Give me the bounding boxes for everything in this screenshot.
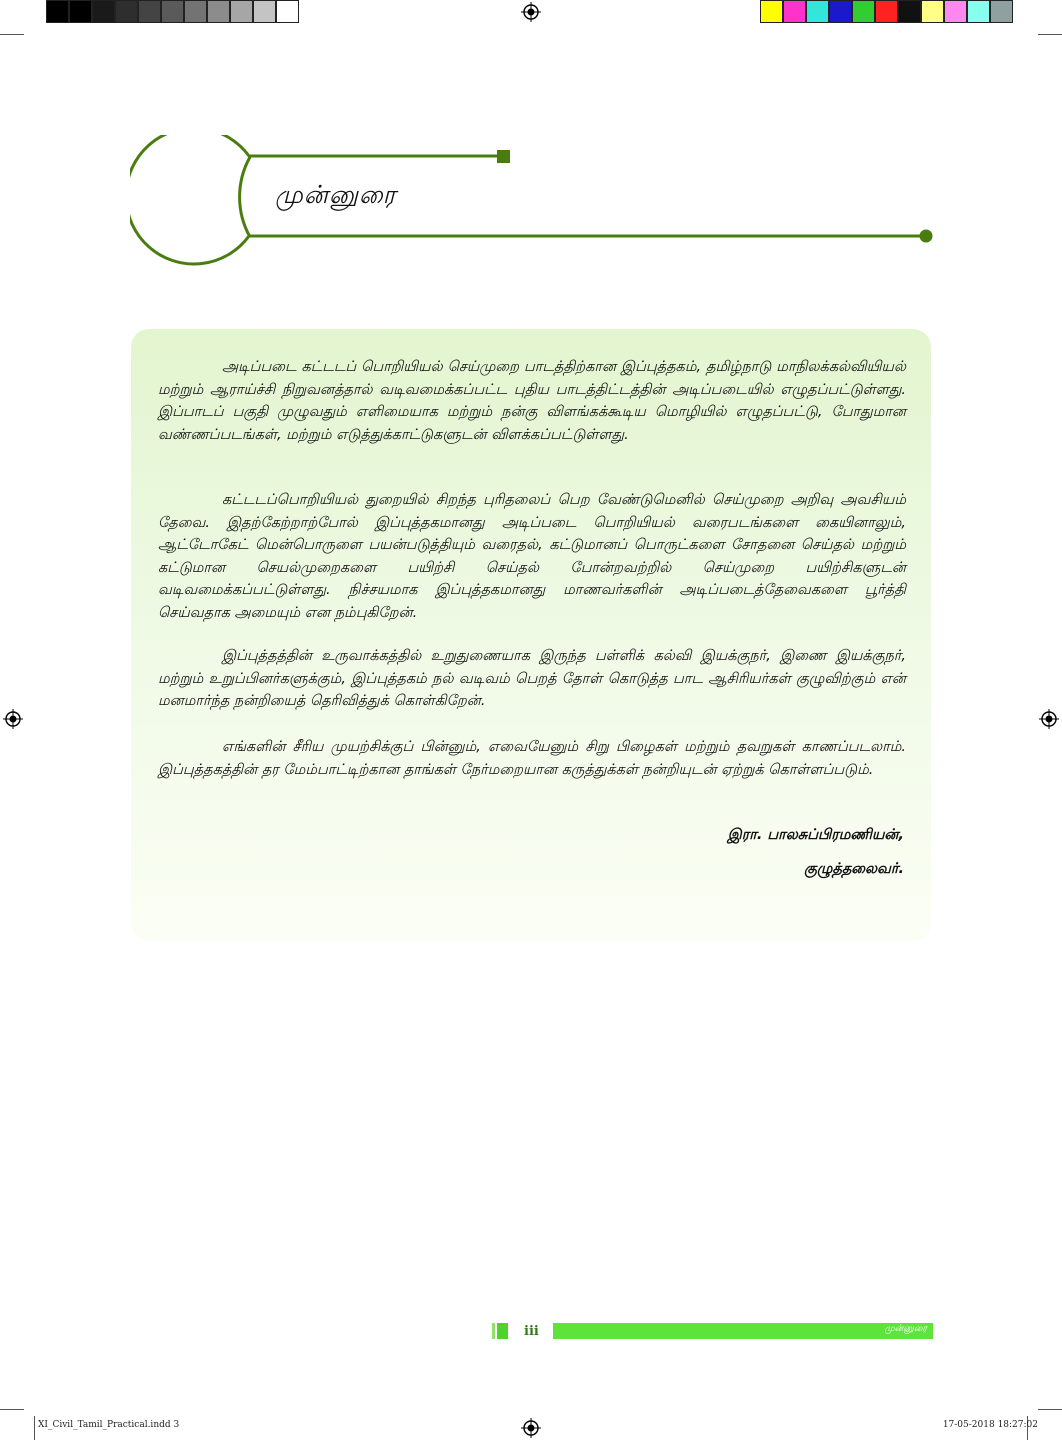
page-number: iii <box>524 1324 539 1339</box>
footer-section-bar <box>553 1323 933 1339</box>
color-swatch <box>760 0 783 23</box>
color-swatch <box>852 0 875 23</box>
crop-mark <box>0 34 24 35</box>
signature-role: குழுத்தலைவர். <box>804 861 904 877</box>
color-swatch <box>829 0 852 23</box>
paragraph-4: எங்களின் சீரிய முயற்சிக்குப் பின்னும், எவையேனும் சிறு பிழைகள் மற்றும் தவறுகள் காணப்படலாம். இப்புத்தகத்தின் தர மேம்பாட்டிற்கான தாங்கள் நேர்மறையான கருத்துக்கள் நன்றியுடன் ஏற்றுக் கொள்ளப்படும். <box>158 739 906 778</box>
gray-swatch <box>138 0 161 23</box>
gray-swatch <box>92 0 115 23</box>
registration-mark-left <box>3 709 23 729</box>
gray-swatch <box>161 0 184 23</box>
grayscale-calibration-bar <box>46 0 299 23</box>
registration-mark-top <box>521 2 541 22</box>
registration-mark-bottom <box>521 1418 541 1438</box>
color-swatch <box>944 0 967 23</box>
gray-swatch <box>276 0 299 23</box>
color-swatch <box>783 0 806 23</box>
heading-dot-cap <box>920 230 933 243</box>
color-swatch <box>806 0 829 23</box>
footer-accent-bars <box>492 1323 508 1339</box>
gray-swatch <box>207 0 230 23</box>
crop-mark <box>34 1416 35 1440</box>
gray-swatch <box>46 0 69 23</box>
gray-swatch <box>69 0 92 23</box>
gray-swatch <box>184 0 207 23</box>
crop-mark <box>1038 1409 1062 1410</box>
print-timestamp: 17-05-2018 18:27:02 <box>942 1420 1038 1430</box>
color-swatch <box>921 0 944 23</box>
signature-name: இரா. பாலசுப்பிரமணியன், <box>727 827 904 843</box>
gray-swatch <box>115 0 138 23</box>
crop-mark <box>0 1409 24 1410</box>
color-swatch <box>967 0 990 23</box>
color-swatch <box>990 0 1013 23</box>
registration-mark-right <box>1039 709 1059 729</box>
color-calibration-bar <box>760 0 1013 23</box>
file-slug: XI_Civil_Tamil_Practical.indd 3 <box>38 1420 180 1430</box>
color-swatch <box>875 0 898 23</box>
gray-swatch <box>253 0 276 23</box>
color-swatch <box>898 0 921 23</box>
paragraph-1: அடிப்படை கட்டடப் பொறியியல் செய்முறை பாடத்திற்கான இப்புத்தகம், தமிழ்நாடு மாநிலக்கல்வியியல் மற்றும் ஆராய்ச்சி நிறுவனத்தால் வடிவமைக்கப்பட்ட புதிய பாடத்திட்டத்தின் அடிப்படையில் எழுதப்பட்டுள்ளது. இப்பாடப் பகுதி முழுவதும் எளிமையாக மற்றும் நன்கு விளங்கக்கூடிய மொழியில் எழுதப்பட்டு, போதுமான வண்ணப்படங்கள், மற்றும் எடுத்துக்காட்டுகளுடன் விளக்கப்பட்டுள்ளது. <box>158 359 906 443</box>
paragraph-3: இப்புத்தத்தின் உருவாக்கத்தில் உறுதுணையாக இருந்த பள்ளிக் கல்வி இயக்குநர், இணை இயக்குநர், மற்றும் உறுப்பினர்களுக்கும், இப்புத்தகம் நல் வடிவம் பெறத் தோள் கொடுத்த பாட ஆசிரியர்கள் குழுவிற்கும் என் மனமார்ந்த நன்றியைத் தெரிவித்துக் கொள்கிறேன். <box>158 648 906 709</box>
paragraph-2: கட்டடப்பொறியியல் துறையில் சிறந்த புரிதலைப் பெற வேண்டுமெனில் செய்முறை அறிவு அவசியம் தேவை. இதற்கேற்றாற்போல் இப்புத்தகமானது அடிப்படை பொறியியல் வரைபடங்களை கையினாலும், ஆட்டோகேட் மென்பொருளை பயன்படுத்தியும் வரைதல், கட்டுமானப் பொருட்களை சோதனை செய்தல் மற்றும் கட்டுமான செயல்முறைகளை பயிற்சி செய்தல் போன்றவற்றில் செய்முறை பயிற்சிகளுடன் வடிவமைக்கப்பட்டுள்ளது. நிச்சயமாக இப்புத்தகமானது மாணவர்களின் அடிப்படைத்தேவைகளை பூர்த்தி செய்வதாக அமையும் என நம்புகிறேன். <box>158 492 906 621</box>
gray-swatch <box>230 0 253 23</box>
heading-circle <box>130 135 270 275</box>
page-title: முன்னுரை <box>275 180 397 209</box>
crop-mark <box>1038 34 1062 35</box>
footer-section-label: முன்னுரை <box>884 1324 927 1334</box>
heading-square-cap <box>497 150 510 163</box>
